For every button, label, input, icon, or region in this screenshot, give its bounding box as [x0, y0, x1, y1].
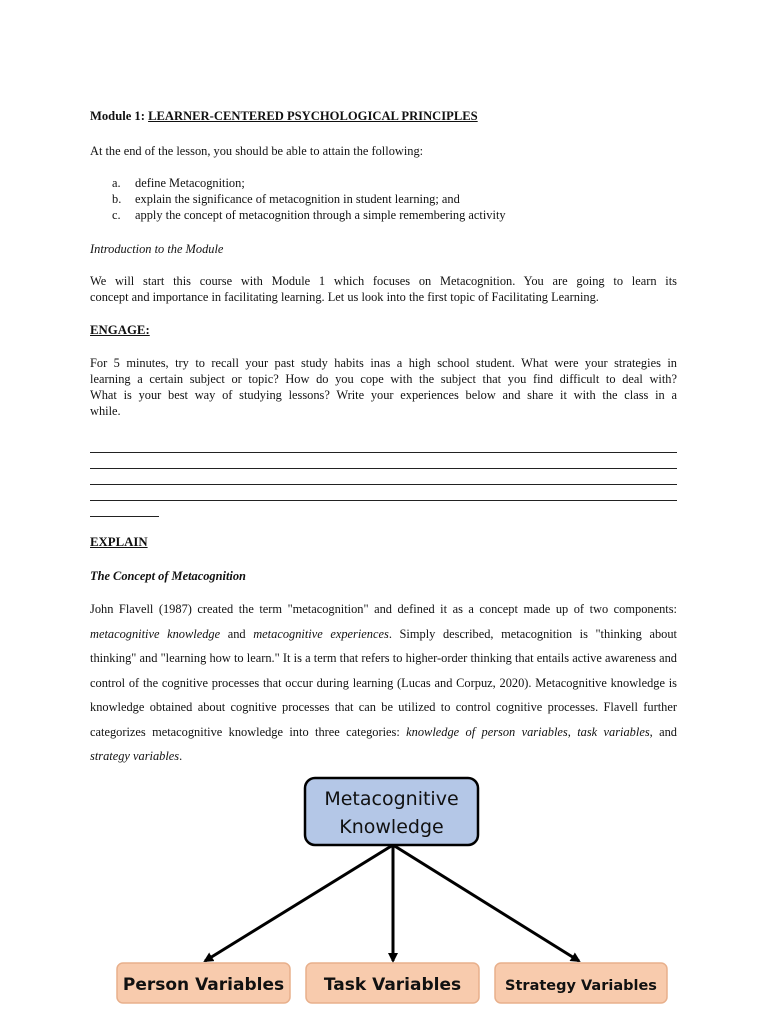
objective-marker: c.: [112, 208, 121, 222]
child-node-task-variables: [306, 963, 479, 1003]
explain-subheading: The Concept of Metacognition: [90, 569, 246, 583]
engage-line: What is your best way of studying lessons? Write your experiences below and share it with the class in a: [90, 388, 677, 402]
paragraph-emphasis: task variables: [577, 724, 650, 739]
introduction-line: We will start this course with Module 1 which focuses on Metacognition. You are going to learn its: [90, 274, 677, 288]
arrow-to-strategy-variables: [393, 845, 579, 961]
objective-marker: b.: [112, 192, 122, 206]
objective-marker: a.: [112, 176, 121, 190]
paragraph-text: and: [220, 626, 254, 641]
paragraph-emphasis: strategy variables: [90, 749, 180, 763]
objective-text: apply the concept of metacognition through a simple remembering activity: [135, 208, 506, 222]
root-node-label-line2: Knowledge: [339, 816, 444, 838]
child-node-label: Task Variables: [323, 975, 462, 995]
arrow-to-person-variables: [205, 845, 393, 961]
engage-line: For 5 minutes, try to recall your past study habits inas a high school student. What were your strategies in: [90, 356, 677, 370]
child-node-strategy-variables: [495, 963, 667, 1003]
engage-line: learning a certain subject or topic? How do you cope with the subject that you find difficult to deal with?: [90, 372, 677, 386]
paragraph-emphasis: metacognitive knowledge: [90, 626, 221, 641]
root-node: [305, 778, 478, 845]
paragraph-text: , and: [649, 724, 677, 739]
paragraph-text: .: [179, 749, 183, 763]
introduction-line: concept and importance in facilitating learning. Let us look into the first topic of Facilitating Learning.: [90, 290, 599, 304]
child-node-label: Person Variables: [122, 975, 285, 995]
paragraph-emphasis: knowledge of person variables: [406, 724, 568, 739]
objective-text: explain the significance of metacognition in student learning; and: [135, 192, 460, 206]
module-title-text: LEARNER-CENTERED PSYCHOLOGICAL PRINCIPLES: [148, 109, 478, 123]
module-prefix: Module 1:: [90, 109, 149, 123]
explain-heading: EXPLAIN: [90, 535, 148, 549]
objectives-intro: At the end of the lesson, you should be able to attain the following:: [90, 144, 424, 158]
child-node-person-variables: [117, 963, 290, 1003]
objective-text: define Metacognition;: [135, 176, 245, 190]
engage-line: while.: [90, 404, 121, 418]
paragraph-emphasis: metacognitive experiences: [253, 626, 389, 641]
paragraph-text: . Simply described, metacognition is "thinking about thinking" and "learning how to learn." It is a term that refers to higher-order thinking that entails active awareness and control of the cognitive processes that occur during learning (Lucas and Corpuz, 2020). Metacognitive knowledge is knowledge obtained about cognitive processes that can be utilized to control cognitive processes. Flavell further categorizes metacognitive knowledge into three categories:: [90, 626, 678, 739]
paragraph-text: ,: [567, 724, 578, 739]
introduction-heading: Introduction to the Module: [90, 242, 224, 256]
child-node-label: Strategy Variables: [505, 978, 657, 994]
root-node-label-line1: Metacognitive: [324, 788, 459, 810]
engage-heading: ENGAGE:: [90, 323, 150, 337]
paragraph-text: John Flavell (1987) created the term "metacognition" and defined it as a concept made up of two components:: [90, 602, 677, 616]
